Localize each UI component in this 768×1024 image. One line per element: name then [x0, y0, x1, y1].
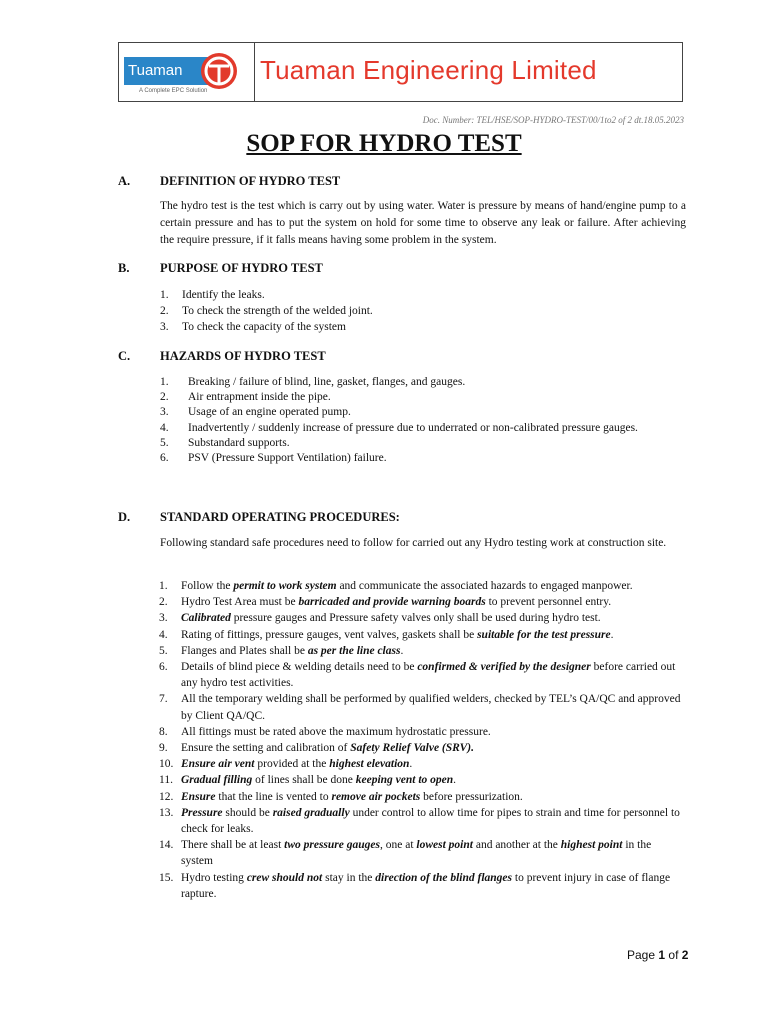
procedure-text — [181, 872, 670, 900]
list-number: 4. — [160, 421, 169, 434]
procedures-list — [160, 578, 686, 902]
header-box — [118, 42, 683, 102]
doc-number: Doc. Number: TEL/HSE/SOP-HYDRO-TEST/00/1to2 of 2 dt.18.05.2023 — [422, 115, 684, 125]
logo-text: Tuaman — [124, 57, 210, 85]
list-number: 2. — [160, 391, 169, 404]
list-text: Breaking / failure of blind, line, gasket, flanges, and gauges. — [188, 376, 466, 388]
procedure-item — [160, 789, 686, 805]
procedure-item — [160, 643, 686, 659]
procedure-text — [181, 661, 675, 689]
of-label: of — [668, 948, 679, 962]
emphasis-text: Pressure — [181, 806, 223, 819]
plain-text: . — [610, 628, 614, 641]
list-number: 3. — [160, 406, 169, 419]
procedure-text — [181, 629, 614, 641]
procedure-text — [181, 774, 456, 786]
list-number: 1. — [160, 289, 169, 301]
emphasis-text: Ensure air vent — [181, 758, 255, 771]
emphasis-text: suitable for the test pressure — [477, 628, 611, 641]
plain-text: under control to allow time for pipes to strain and time for personnel to check for leaks. — [181, 806, 680, 836]
procedure-item — [160, 610, 686, 626]
plain-text: . — [409, 758, 413, 771]
procedure-text — [181, 742, 474, 754]
plain-text: All fittings must be rated above the maximum hydrostatic pressure. — [181, 725, 491, 738]
list-item — [160, 303, 686, 319]
section-a-letter: A. — [118, 174, 131, 188]
section-d-heading: STANDARD OPERATING PROCEDURES: — [160, 510, 400, 524]
list-text: Usage of an engine operated pump. — [188, 406, 351, 419]
plain-text: provided at the — [254, 758, 330, 771]
procedure-number: 12. — [159, 790, 174, 803]
plain-text: of lines shall be done — [252, 774, 356, 787]
procedure-item — [160, 772, 686, 788]
procedure-item — [160, 627, 686, 643]
list-text: To check the strength of the welded joint. — [182, 305, 373, 317]
emphasis-text: highest elevation — [329, 758, 410, 771]
procedure-number: 13. — [159, 806, 174, 819]
plain-text: to prevent injury in case of flange rapture. — [181, 871, 671, 900]
page-footer — [627, 948, 688, 962]
emphasis-text: two pressure gauges — [284, 839, 380, 852]
procedure-item — [160, 578, 686, 594]
section-c-letter: C. — [118, 349, 131, 363]
page-title: SOP FOR HYDRO TEST — [246, 130, 522, 157]
procedure-item — [160, 805, 686, 837]
emphasis-text: lowest point — [416, 839, 473, 852]
plain-text: There shall be at least — [181, 839, 285, 852]
page-number: 1 — [658, 948, 666, 962]
procedure-item — [160, 756, 686, 772]
plain-text: . — [400, 644, 404, 657]
plain-text: pressure gauges and Pressure safety valves only shall be used during hydro test. — [230, 612, 601, 625]
procedure-number: 8. — [159, 725, 168, 738]
section-d-letter: D. — [118, 510, 131, 524]
procedure-item — [160, 870, 686, 902]
list-number: 3. — [160, 321, 169, 333]
procedure-text — [181, 580, 633, 592]
procedure-text — [181, 726, 491, 738]
list-number: 1. — [160, 376, 169, 388]
procedure-item — [160, 837, 686, 869]
emphasis-text: remove air pockets — [331, 790, 421, 803]
list-text: Air entrapment inside the pipe. — [188, 391, 331, 404]
list-text: Identify the leaks. — [182, 289, 265, 301]
section-b-letter: B. — [118, 261, 130, 275]
procedure-text — [181, 645, 403, 657]
plain-text: . — [453, 774, 457, 787]
list-text: PSV (Pressure Support Ventilation) failure. — [188, 452, 387, 465]
list-item — [160, 421, 686, 436]
section-a-heading: DEFINITION OF HYDRO TEST — [160, 174, 341, 188]
procedure-number: 10. — [159, 758, 174, 771]
procedure-item — [160, 594, 686, 610]
procedure-number: 3. — [159, 612, 168, 625]
emphasis-text: crew should not — [246, 871, 323, 884]
logo-tagline: A Complete EPC Solution — [139, 88, 208, 94]
section-d-intro: Following standard safe procedures need to follow for carried out any Hydro testing work at construction site. — [160, 537, 667, 549]
plain-text: All the temporary welding shall be performed by qualified welders, checked by TEL’s QA/QC and approved by Client QA/QC. — [181, 693, 681, 722]
list-item — [160, 390, 686, 405]
procedure-text — [181, 807, 680, 835]
procedure-number: 15. — [159, 871, 174, 884]
list-number: 2. — [160, 305, 169, 317]
procedure-number: 5. — [159, 644, 168, 657]
list-text: Inadvertently / suddenly increase of pressure due to underrated or non-calibrated pressure gauges. — [188, 421, 638, 434]
list-item — [160, 375, 686, 390]
plain-text: Follow the — [181, 580, 234, 592]
emphasis-text: Safety Relief Valve (SRV). — [350, 742, 474, 755]
procedure-text — [181, 596, 611, 608]
plain-text: to prevent personnel entry. — [485, 596, 612, 609]
plain-text: , one at — [380, 839, 417, 852]
procedure-number: 14. — [159, 839, 174, 852]
procedure-number: 7. — [159, 693, 168, 706]
plain-text: stay in the — [322, 871, 376, 884]
list-text: To check the capacity of the system — [182, 321, 346, 333]
procedure-text — [181, 791, 523, 803]
plain-text: in the system — [181, 839, 652, 868]
procedure-number: 2. — [159, 596, 168, 609]
plain-text: before pressurization. — [420, 790, 523, 803]
plain-text: before carried out any hydro test activities. — [181, 661, 676, 690]
plain-text: that the line is vented to — [215, 790, 332, 803]
procedure-number: 9. — [159, 742, 168, 755]
list-item — [160, 436, 686, 451]
plain-text: and communicate the associated hazards to engaged manpower. — [336, 580, 633, 592]
procedure-number: 11. — [159, 774, 173, 787]
list-item — [160, 405, 686, 420]
emphasis-text: Calibrated — [181, 612, 231, 625]
plain-text: Rating of fittings, pressure gauges, vent valves, gaskets shall be — [181, 628, 478, 641]
hazards-list — [160, 375, 686, 466]
plain-text: should be — [222, 806, 273, 819]
plain-text: Details of blind piece & welding details need to be — [181, 661, 418, 674]
procedure-item — [160, 740, 686, 756]
plain-text: Hydro testing — [181, 871, 247, 884]
procedure-number: 1. — [159, 580, 168, 592]
emphasis-text: Gradual filling — [181, 774, 253, 787]
procedure-text — [181, 758, 412, 770]
list-item — [160, 287, 686, 303]
list-item — [160, 451, 686, 466]
emphasis-text: keeping vent to open — [355, 774, 454, 787]
procedure-number: 4. — [159, 628, 168, 641]
emphasis-text: as per the line class — [307, 644, 401, 657]
procedure-item — [160, 659, 686, 691]
company-logo — [119, 43, 255, 101]
page-label: Page — [627, 948, 656, 962]
plain-text: Flanges and Plates shall be — [181, 644, 308, 657]
list-number: 5. — [160, 436, 169, 449]
procedure-item — [160, 691, 686, 723]
section-c-heading: HAZARDS OF HYDRO TEST — [160, 349, 326, 363]
emphasis-text: direction of the blind flanges — [375, 871, 512, 884]
page-total: 2 — [681, 948, 689, 962]
procedure-text — [181, 612, 601, 624]
emphasis-text: confirmed & verified by the designer — [417, 661, 591, 674]
emphasis-text: highest point — [560, 839, 623, 852]
plain-text: and another at the — [472, 839, 561, 852]
list-item — [160, 319, 686, 335]
plain-text: Hydro Test Area must be — [181, 596, 299, 609]
section-b-heading: PURPOSE OF HYDRO TEST — [160, 261, 323, 275]
emphasis-text: permit to work system — [233, 580, 337, 592]
emphasis-text: Ensure — [181, 790, 216, 803]
emphasis-text: barricaded and provide warning boards — [298, 596, 486, 609]
section-a-body: The hydro test is the test which is carry out by using water. Water is pressure by means of hand/engine pump to a certain pressure and has to put the system on hold for some time to observe any leak or failure. After achieving the require pressure, if it falls means having some problem in the system. — [160, 200, 686, 246]
plain-text: Ensure the setting and calibration of — [181, 742, 351, 755]
list-text: Substandard supports. — [188, 436, 290, 449]
list-number: 6. — [160, 452, 169, 465]
logo-mark-icon — [201, 53, 237, 89]
procedure-text — [181, 839, 651, 867]
company-name: Tuaman Engineering Limited — [260, 55, 597, 85]
emphasis-text: raised gradually — [272, 806, 350, 819]
procedure-item — [160, 724, 686, 740]
procedure-number: 6. — [159, 661, 168, 674]
procedure-text — [181, 693, 680, 721]
purpose-list — [160, 287, 686, 335]
